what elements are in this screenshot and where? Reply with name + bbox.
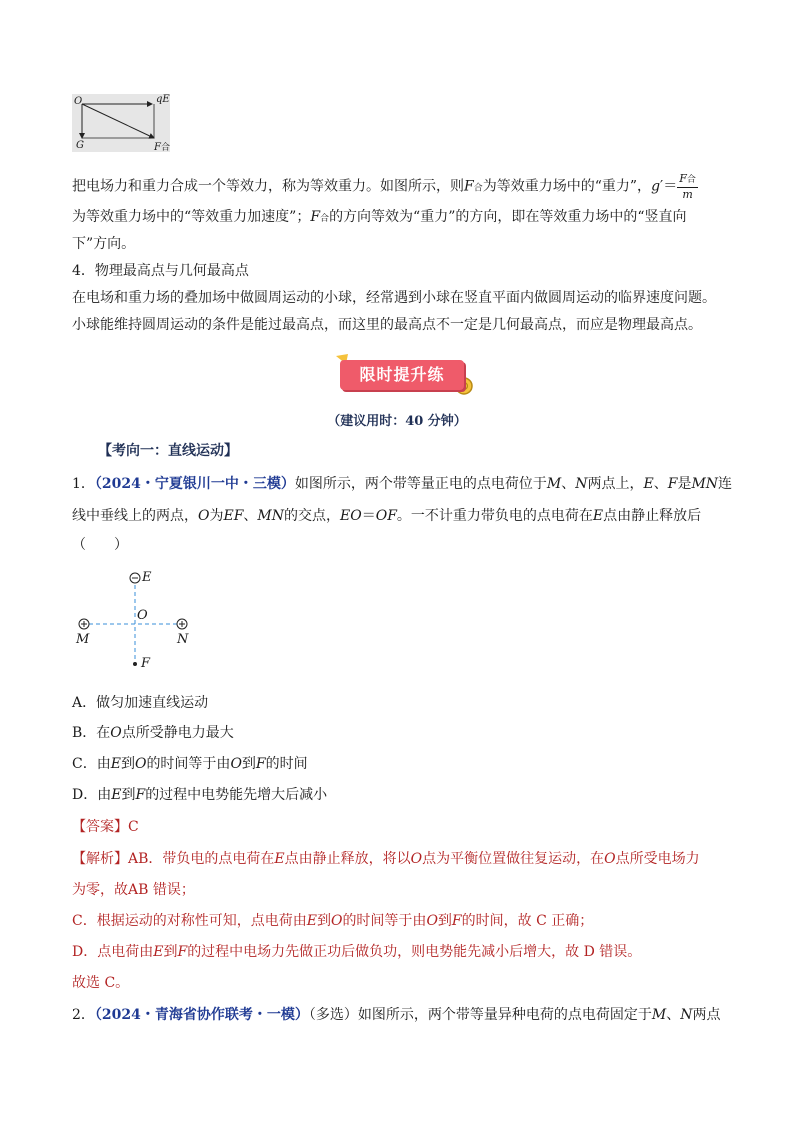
q1-paren: （ ） (72, 537, 128, 553)
point-f (133, 662, 137, 666)
section4-title: 4．物理最高点与几何最高点 (72, 263, 249, 279)
topic-heading: 【考向一：直线运动】 (98, 443, 238, 459)
label-m: M (76, 632, 90, 647)
section4-line1: 在电场和重力场的叠加场中做圆周运动的小球，经常遇到小球在竖直平面内做圆周运动的临界速度问题。 (72, 290, 716, 306)
q1-line1: 1．（2024・宁夏银川一中・三模）如图所示，两个带等量正电的点电荷位于M、N两点上，E、F是MN连 (72, 476, 733, 492)
f-resultant-arrow (82, 104, 154, 138)
para1-line3: 下”方向。 (72, 236, 136, 252)
q1-line2: 线中垂线上的两点，O为EF、MN的交点，EO＝OF。一不计重力带负电的点电荷在E点由静止释放后 (72, 508, 702, 524)
q2-line1: 2．（2024・青海省协作联考・一模）（多选）如图所示，两个带等量异种电荷的点电荷固定于M、N两点 (72, 1007, 721, 1023)
para1-line2: 为等效重力场中的“等效重力加速度”；F合的方向等效为“重力”的方向，即在等效重力场中的“竖直向 (72, 209, 687, 225)
banner-title: 限时提升练 (340, 360, 464, 390)
explanation-line3: C．根据运动的对称性可知，点电荷由E到O的时间等于由O到F的时间，故 C 正确； (72, 913, 594, 929)
section4-line2: 小球能维持圆周运动的条件是能过最高点，而这里的最高点不一定是几何最高点，而应是物理最高点。 (72, 317, 702, 333)
option-d: D．由E到F的过程中电势能先增大后减小 (72, 787, 328, 803)
conclusion: 故选 C。 (72, 975, 130, 991)
option-c: C．由E到O的时间等于由O到F的时间 (72, 756, 308, 772)
label-o-fig: O (137, 608, 148, 623)
explanation-line4: D．点电荷由E到F的过程中电场力先做正功后做负功，则电势能先减小后增大，故 D 错误。 (72, 944, 642, 960)
explanation-line2: 为零，故AB 错误； (72, 882, 195, 898)
label-o: O (74, 96, 83, 107)
label-f: F (141, 656, 151, 671)
option-b: B．在O点所受静电力最大 (72, 725, 234, 741)
label-f-he: F合 (154, 142, 170, 153)
charge-diagram (70, 566, 200, 682)
para1-line1: 把电场力和重力合成一个等效力，称为等效重力。如图所示，则F合为等效重力场中的“重力”，g′＝ $\frac{\text{F合}}{m}$ (72, 172, 696, 201)
label-e: E (142, 570, 152, 585)
label-g: G (76, 140, 84, 151)
answer: 【答案】C (72, 819, 139, 835)
label-n: N (177, 632, 189, 647)
explanation-line1: 【解析】AB．带负电的点电荷在E点由静止释放，将以O点为平衡位置做往复运动，在O点所受电场力 (72, 851, 700, 867)
suggested-time: （建议用时：40 分钟） (327, 414, 467, 429)
g-prime-fraction: $\frac{\text{F合}}{m}$ (679, 172, 696, 201)
label-qe: qE (156, 94, 170, 105)
charge-diagram-svg (70, 566, 200, 682)
option-a: A．做匀加速直线运动 (72, 695, 209, 711)
force-diagram (72, 94, 170, 152)
practice-banner (334, 352, 474, 396)
